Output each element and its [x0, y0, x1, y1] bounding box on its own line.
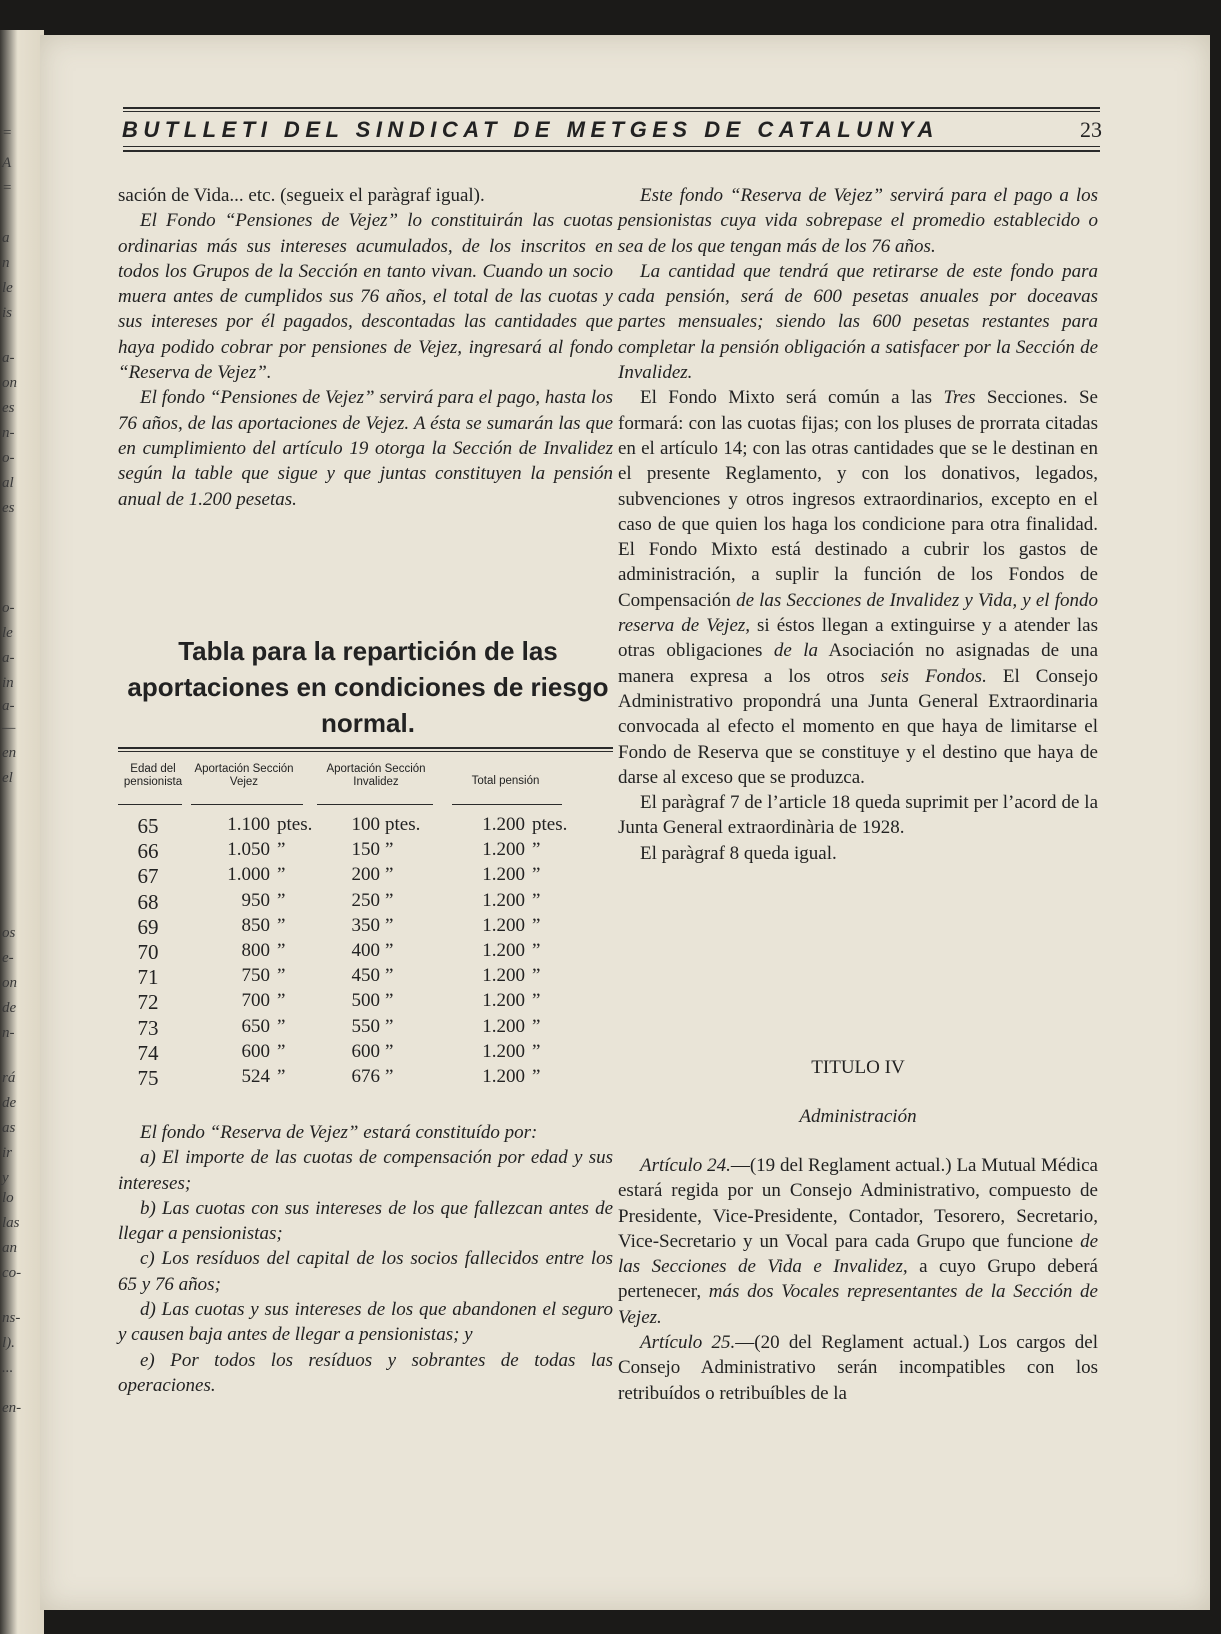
margin-fragment: —: [2, 720, 16, 736]
fondo-mixto-text-5: si éstos llegan a extinguirse y a atender las otras obligaciones: [618, 615, 1098, 662]
art25-text-1: —(20 del Reglament actual.) Los cargos del Consejo Administrativo serán incompatibles con los retribuídos o retribuíbles de la: [618, 1332, 1098, 1404]
margin-fragment: rá: [2, 1070, 16, 1086]
table-cell-inv: 500: [351, 990, 380, 1012]
table-cell-vejez-unit: ”: [277, 889, 286, 911]
table-cell-total: 1.200: [482, 990, 525, 1012]
margin-fragment: =: [2, 180, 13, 196]
table-cell-inv-unit: ”: [385, 864, 394, 886]
art24-label: Artículo 24.: [640, 1155, 731, 1176]
margin-fragment: on: [2, 975, 17, 991]
table-cell-vejez: 850: [241, 914, 270, 936]
art24-text-1: —(19 del Reglament actual.) La Mutual Médica estará regida por un Consejo Administrativo, compuesto de Presidente, Vice-Presidente, Contador, Tesorero, Secretario, Vice-Secretario y un Vocal para cada Grupo que funcione: [618, 1155, 1098, 1252]
margin-fragment: lo: [2, 1190, 14, 1206]
page-number: 23: [1080, 117, 1102, 142]
right-paragraph-3: [618, 385, 1098, 790]
fondo-mixto-text-7: Asociación no asignadas de una manera expresa a los otros: [618, 640, 1099, 687]
header-total: Total pensión: [471, 775, 540, 787]
table-cell-vejez: 1.000: [227, 864, 270, 886]
table-cell-total: 1.200: [482, 839, 525, 861]
table-cell-inv-unit: ”: [385, 1040, 394, 1062]
table-cell-total-unit: ”: [532, 889, 541, 911]
margin-fragment: e-: [2, 950, 14, 966]
table-cell-vejez-unit: ”: [277, 1066, 286, 1087]
margin-fragment: l).: [2, 1335, 15, 1351]
articulo-25: [618, 1330, 1098, 1406]
art25-label: Artículo 25.: [640, 1332, 736, 1354]
header-rule-top: [123, 107, 1100, 109]
table-cell-total-unit: ”: [532, 1015, 541, 1037]
margin-fragment: ir: [2, 1145, 13, 1161]
table-cell-total: 1.200: [482, 1015, 525, 1037]
margin-fragment: on: [2, 375, 17, 391]
header-age: Edad del pensionista: [123, 763, 183, 788]
table-cell-vejez: 800: [241, 940, 270, 961]
fondo-mixto-text-9: El Consejo Administrativo propondrá una Junta General Extraordinaria convocada al efecto el momento en que haya de limitarse el Fondo de Reserva que se constituye y el destino que haya de darse al exceso que se produzca.: [618, 665, 1098, 788]
margin-fragment: es: [2, 500, 15, 516]
table-top-rule: [118, 747, 613, 749]
margin-fragment: A: [2, 155, 12, 171]
header-invalidez: Aportación Sección Invalidez: [326, 763, 426, 788]
table-cell-vejez: 524: [241, 1066, 270, 1087]
table-cell-vejez: 750: [241, 965, 270, 987]
margin-fragment: =: [2, 125, 13, 141]
table-cell-vejez: 1.050: [227, 839, 270, 861]
header-rule-top-thin: [123, 111, 1100, 112]
table-cell-inv: 250: [351, 889, 380, 911]
table-cell-vejez-unit: ptes.: [277, 814, 313, 835]
margin-fragment: y: [2, 1170, 9, 1186]
table-cell-total-unit: ”: [532, 990, 541, 1012]
table-cell-age: 69: [137, 914, 159, 939]
book-page: [40, 35, 1210, 1610]
fondo-mixto-text-1: El Fondo Mixto será común a las: [640, 387, 944, 409]
table-cell-total-unit: ”: [532, 839, 541, 861]
table-cell-total: 1.200: [482, 914, 525, 936]
right-column-bottom: [618, 1153, 1098, 1406]
table-cell-total-unit: ”: [532, 965, 541, 987]
margin-fragment: n-: [2, 425, 15, 441]
table-cell-age: 67: [137, 864, 159, 889]
table-cell-inv-unit: ptes.: [385, 814, 421, 835]
titulo-heading: TITULO IV: [811, 1057, 905, 1078]
item-a: a) El importe de las cuotas de compensación por edad y sus intereses;: [118, 1147, 613, 1194]
margin-fragment: in: [2, 675, 14, 691]
table-cell-age: 71: [137, 965, 159, 990]
margin-fragment: a-: [2, 698, 15, 714]
right-paragraph-1: Este fondo “Reserva de Vejez” servirá para el pago a los pensionistas cuya vida sobrepase el promedio establecido o sea de los que tengan más de los 76 años.: [618, 185, 1098, 257]
art24-text-2: de las Secciones de Vida e Invalidez,: [618, 1230, 1098, 1278]
margin-fragment: o-: [2, 450, 15, 466]
table-cell-inv-unit: ”: [385, 889, 394, 911]
art24-text-3: a cuyo Grupo deberá pertenecer,: [618, 1256, 1098, 1303]
table-cell-total: 1.200: [482, 1066, 525, 1087]
col-rule-invalidez: [317, 804, 433, 805]
margin-fragment: el: [2, 770, 13, 786]
table-cell-total: 1.200: [482, 814, 525, 835]
margin-fragment: en: [2, 745, 17, 761]
table-cell-vejez: 950: [241, 889, 270, 911]
margin-fragment: co-: [2, 1265, 22, 1281]
table-cell-age: 70: [137, 940, 159, 964]
table-cell-inv: 550: [351, 1015, 380, 1037]
table-title: Tabla para la repartición de las aportaciones en condiciones de riesgo normal.: [127, 636, 609, 738]
reserva-intro: El fondo “Reserva de Vejez” estará constituído por:: [140, 1122, 538, 1143]
col-rule-total: [452, 804, 562, 805]
table-cell-total-unit: ”: [532, 914, 541, 936]
table-cell-vejez-unit: ”: [277, 965, 286, 987]
table-cell-inv-unit: ”: [385, 940, 394, 961]
left-paragraph-3: El fondo “Pensiones de Vejez” servirá para el pago, hasta los 76 años, de las aportaciones de Vejez. A ésta se sumarán las que en cumplimiento del artículo 19 otorga la Sección de Invalidez según la table que sigue y que juntas constituyen la pensión anual de 1.200 pesetas.: [118, 387, 613, 510]
margin-fragment: n-: [2, 1025, 15, 1041]
table-cell-total: 1.200: [482, 1040, 525, 1062]
table-cell-inv-unit: ”: [385, 1015, 394, 1037]
left-paragraph-2: El Fondo “Pensiones de Vejez” lo constituirán las cuotas ordinarias más sus intereses acumulados, de los inscritos en todos los Grupos de la Sección en tanto vivan. Cuando un socio muera antes de cumplidos sus 76 años, el total de las cuotas y sus intereses por él pagados, descontadas las cantidades que haya podido cobrar por pensiones de Vejez, ingresará al fondo “Reserva de Vejez”.: [118, 210, 613, 384]
table-cell-age: 65: [137, 814, 159, 838]
margin-fragment: a-: [2, 650, 15, 666]
col-rule-vejez: [191, 804, 303, 805]
table-cell-total: 1.200: [482, 940, 525, 961]
col-rule-age: [118, 804, 182, 805]
table-cell-vejez: 650: [241, 1015, 270, 1037]
table-cell-inv: 600: [351, 1040, 380, 1062]
table-cell-vejez: 1.100: [227, 814, 270, 835]
table-cell-total: 1.200: [482, 864, 525, 886]
margin-fragment: las: [2, 1215, 20, 1231]
header-rule-bottom: [123, 150, 1100, 152]
margin-fragment: al: [2, 475, 14, 491]
table-cell-inv: 350: [351, 914, 380, 936]
margin-fragment: le: [2, 625, 13, 641]
table-cell-vejez: 700: [241, 990, 270, 1012]
table-cell-total-unit: ”: [532, 940, 541, 961]
table-cell-inv: 676: [351, 1066, 380, 1087]
table-cell-total-unit: ptes.: [532, 814, 568, 835]
administracion-subheading: Administración: [799, 1106, 917, 1127]
margin-fragment: is: [2, 305, 13, 321]
table-cell-inv: 400: [351, 940, 380, 961]
table-cell-total: 1.200: [482, 889, 525, 911]
item-c: c) Los resíduos del capital de los socios fallecidos entre los 65 y 76 años;: [118, 1248, 613, 1295]
table-cell-inv: 200: [351, 864, 380, 886]
fondo-mixto-text-8: seis Fondos.: [880, 665, 987, 687]
fondo-mixto-text-2: Tres: [943, 387, 976, 409]
table-cell-vejez-unit: ”: [277, 940, 286, 961]
margin-fragment: os: [2, 925, 16, 941]
table-cell-vejez-unit: ”: [277, 864, 286, 886]
margin-fragment: ...: [2, 1360, 14, 1376]
header-rule-bottom-thin: [123, 146, 1100, 147]
table-cell-total-unit: ”: [532, 1066, 541, 1087]
table-cell-inv: 100: [351, 814, 380, 835]
item-b: b) Las cuotas con sus intereses de los que fallezcan antes de llegar a pensionistas;: [118, 1197, 613, 1245]
table-cell-inv-unit: ”: [385, 1066, 394, 1087]
table-cell-vejez-unit: ”: [277, 990, 286, 1012]
margin-fragment: en-: [2, 1400, 22, 1416]
table-cell-vejez-unit: ”: [277, 1015, 286, 1037]
table-cell-inv-unit: ”: [385, 990, 394, 1012]
header-vejez: Aportación Sección Vejez: [194, 763, 294, 788]
margin-fragment: ns-: [2, 1310, 21, 1326]
fondo-mixto-text-3: Secciones. Se formará: con las cuotas fijas; con los pluses de prorrata citadas en el artículo 14; con las otras cantidades que se le destinan en el presente Reglamento, y con los donativos, legados, subvenciones y otros ingresos extraordinarios, excepto en el caso de que quien los haga los condicione para otra finalidad. El Fondo Mixto está destinado a cubrir los gastos de administración, a suplir la función de los Fondos de Compensación: [618, 387, 1098, 611]
table-cell-vejez: 600: [241, 1040, 270, 1062]
table-cell-inv-unit: ”: [385, 965, 394, 987]
table-top-rule-thin: [118, 751, 613, 752]
margin-fragment: n: [2, 255, 10, 271]
left-paragraph-1: sación de Vida... etc. (segueix el paràgraf igual).: [118, 185, 485, 206]
table-cell-age: 74: [137, 1040, 159, 1065]
table-cell-total-unit: ”: [532, 864, 541, 886]
table-cell-age: 68: [137, 889, 159, 914]
journal-title: BUTLLETI DEL SINDICAT DE METGES DE CATALUNYA: [122, 117, 939, 142]
table-cell-vejez-unit: ”: [277, 1040, 286, 1062]
margin-fragment: de: [2, 1095, 17, 1111]
articulo-24: [618, 1153, 1098, 1330]
fondo-mixto-text-6: de la: [773, 640, 819, 662]
right-paragraph-5: El paràgraf 8 queda igual.: [640, 842, 837, 864]
item-e: e) Por todos los resíduos y sobrantes de todas las operaciones.: [118, 1349, 613, 1396]
right-column-top: [618, 183, 1098, 866]
table-cell-age: 75: [137, 1066, 159, 1090]
margin-fragment: le: [2, 280, 13, 296]
art24-text-4: más dos Vocales representantes de la Sección de Vejez.: [618, 1281, 1098, 1328]
table-cell-age: 73: [137, 1015, 159, 1040]
table-cell-age: 66: [137, 839, 159, 864]
binding-strip: [0, 30, 44, 1634]
table-cell-inv: 450: [351, 965, 380, 987]
fondo-mixto-text-4: de las Secciones de Invalidez y Vida, y el fondo reserva de Vejez,: [618, 589, 1099, 637]
table-cell-total-unit: ”: [532, 1040, 541, 1062]
table-cell-vejez-unit: ”: [277, 839, 286, 861]
table-cell-age: 72: [137, 990, 159, 1015]
margin-fragment: as: [2, 1120, 16, 1136]
margin-fragment: o-: [2, 600, 15, 616]
right-paragraph-2: La cantidad que tendrá que retirarse de este fondo para cada pensión, será de 600 pesetas anuales por doceavas partes mensuales; siendo las 600 pesetas restantes para completar la pensión obligación a satisfacer por la Sección de Invalidez.: [618, 260, 1098, 384]
table-cell-total: 1.200: [482, 965, 525, 987]
item-d: d) Las cuotas y sus intereses de los que abandonen el seguro y causen baja antes de llegar a pensionistas; y: [118, 1299, 613, 1346]
table-cell-vejez-unit: ”: [277, 914, 286, 936]
table-cell-inv-unit: ”: [385, 914, 394, 936]
margin-fragment: a-: [2, 350, 15, 366]
margin-fragment: de: [2, 1000, 17, 1016]
margin-fragment: a: [2, 230, 10, 246]
table-cell-inv-unit: ”: [385, 839, 394, 861]
left-column-top: [118, 183, 613, 512]
left-column-bottom: [118, 1120, 613, 1398]
table-cell-inv: 150: [351, 839, 380, 861]
margin-fragment: an: [2, 1240, 17, 1256]
margin-fragment: es: [2, 400, 15, 416]
right-paragraph-4: El paràgraf 7 de l’article 18 queda suprimit per l’acord de la Junta General extraordinària de 1928.: [618, 792, 1098, 839]
